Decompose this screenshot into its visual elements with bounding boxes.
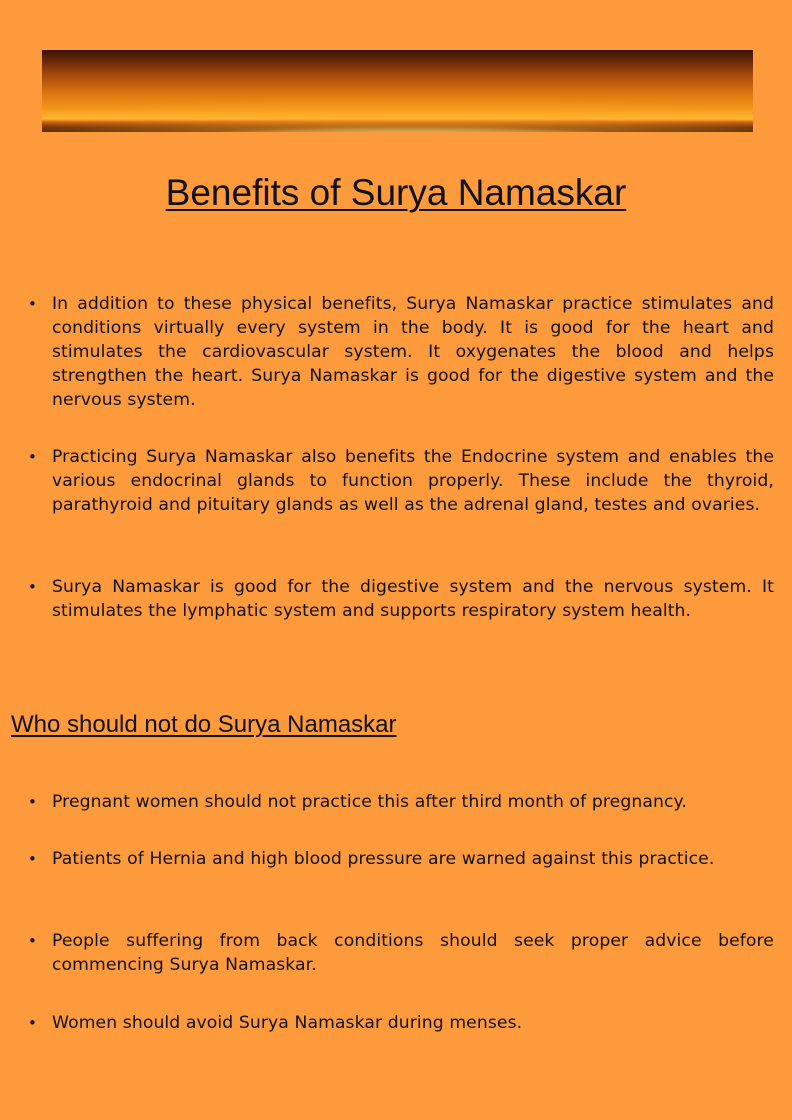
caution-text: Pregnant women should not practice this after third month of pregnancy. xyxy=(52,792,687,812)
caution-text: People suffering from back conditions should seek proper advice before commencing Surya Namaskar. xyxy=(52,931,774,975)
bullet-icon: • xyxy=(28,850,37,868)
benefit-text: In addition to these physical benefits, Surya Namaskar practice stimulates and conditions virtually every system in the body. It is good for the heart and stimulates the cardiovascular system. It oxygenates the blood and helps strengthen the heart. Surya Namaskar is good for the digestive system and the nervous system. xyxy=(52,294,774,410)
caution-text: Women should avoid Surya Namaskar during menses. xyxy=(52,1013,523,1033)
benefit-text: Practicing Surya Namaskar also benefits the Endocrine system and enables the various endocrinal glands to function properly. These include the thyroid, parathyroid and pituitary glands as well as the adrenal gland, testes and ovaries. xyxy=(52,447,774,515)
bullet-icon: • xyxy=(28,448,37,466)
page-title: Benefits of Surya Namaskar xyxy=(165,172,627,213)
bullet-icon: • xyxy=(28,932,37,950)
caution-text: Patients of Hernia and high blood pressure are warned against this practice. xyxy=(52,849,715,869)
bullet-icon: • xyxy=(28,793,37,811)
bullet-icon: • xyxy=(28,295,37,313)
bullet-icon: • xyxy=(28,578,37,596)
sunrise-banner-image xyxy=(42,50,753,132)
bullet-icon: • xyxy=(28,1014,37,1032)
benefit-text: Surya Namaskar is good for the digestive system and the nervous system. It stimulates the lymphatic system and supports respiratory system health. xyxy=(52,577,774,621)
caution-heading: Who should not do Surya Namaskar xyxy=(11,711,397,738)
